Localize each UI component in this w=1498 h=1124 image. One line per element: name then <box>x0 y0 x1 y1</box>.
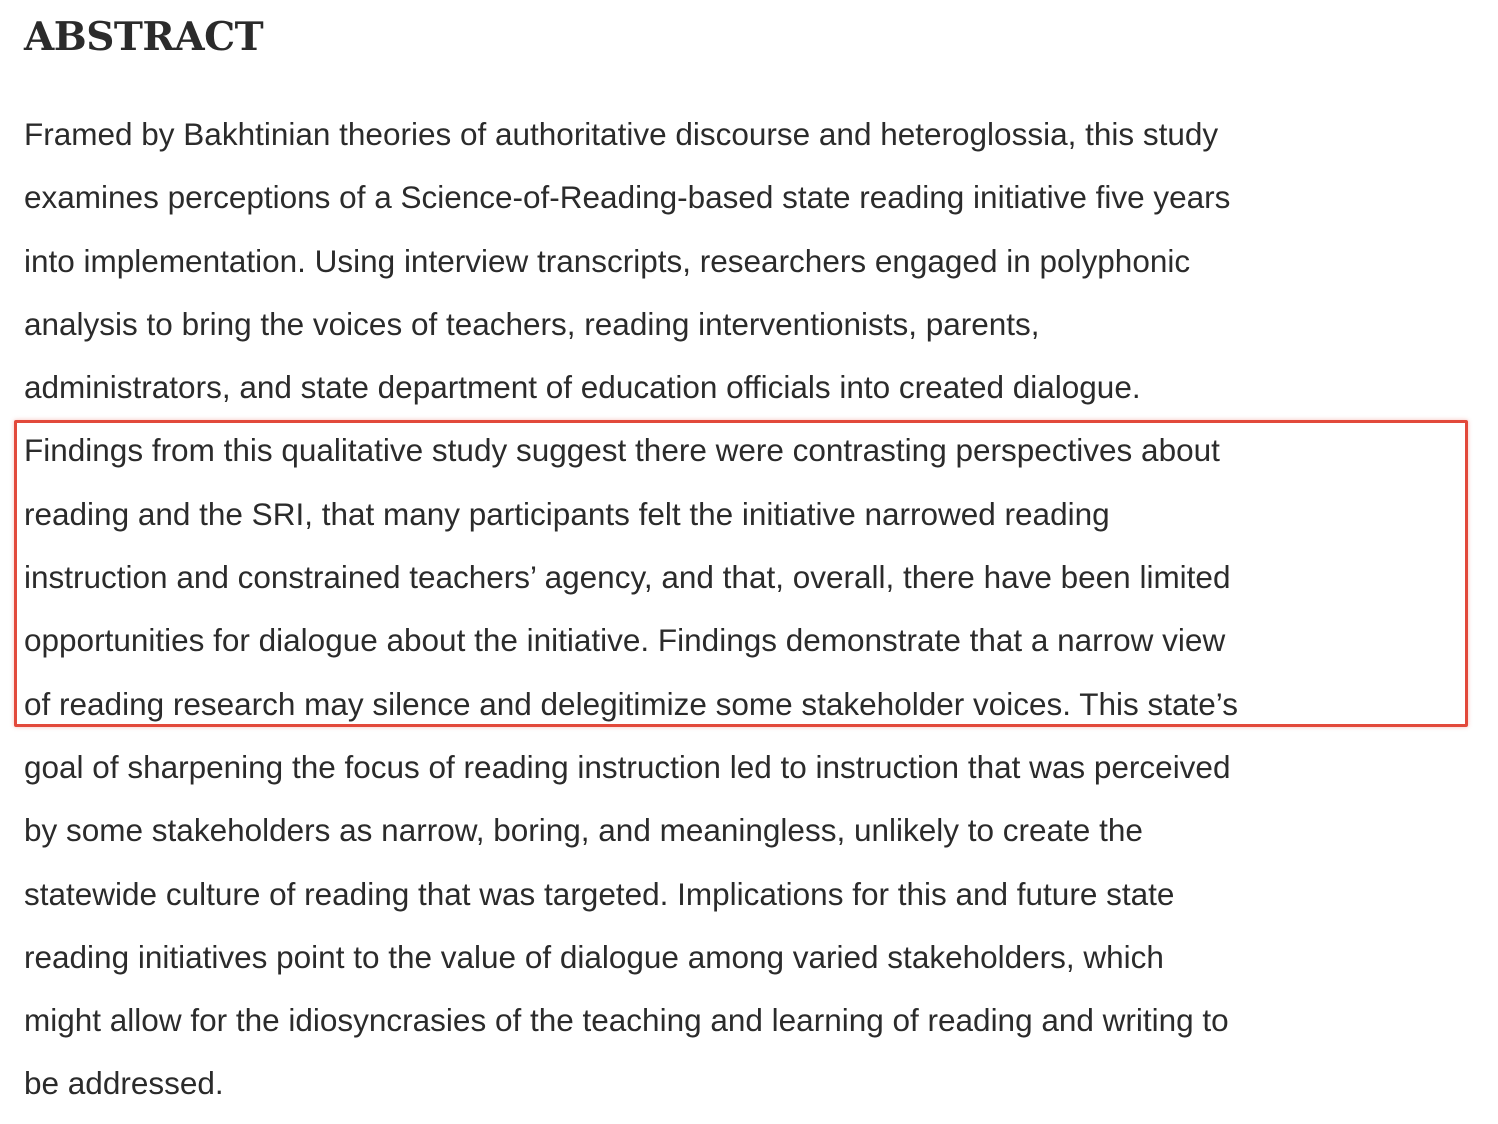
abstract-line-10-highlighted: of reading research may silence and delegitimize some stakeholder voices. This state’s <box>24 685 1238 722</box>
abstract-line-1: Framed by Bakhtinian theories of authoritative discourse and heteroglossia, this study <box>24 116 1219 152</box>
abstract-line-3: into implementation. Using interview transcripts, researchers engaged in polyphonic <box>24 242 1191 279</box>
abstract-line-13: statewide culture of reading that was targeted. Implications for this and future state <box>24 875 1175 912</box>
abstract-line-11: goal of sharpening the focus of reading instruction led to instruction that was perceived <box>24 748 1231 785</box>
abstract-line-12: by some stakeholders as narrow, boring, and meaningless, unlikely to create the <box>24 812 1143 849</box>
abstract-line-9-highlighted: opportunities for dialogue about the initiative. Findings demonstrate that a narrow view <box>24 622 1226 659</box>
abstract-line-7-highlighted: reading and the SRI, that many participants felt the initiative narrowed reading <box>24 495 1110 532</box>
abstract-line-16: be addressed. <box>24 1065 224 1102</box>
abstract-line-5: administrators, and state department of education officials into created dialogue. <box>24 369 1141 406</box>
abstract-line-4: analysis to bring the voices of teachers, reading interventionists, parents, <box>24 305 1040 342</box>
abstract-heading: ABSTRACT <box>24 14 264 60</box>
abstract-line-2: examines perceptions of a Science-of-Reading-based state reading initiative five years <box>24 179 1231 216</box>
abstract-line-14: reading initiatives point to the value of dialogue among varied stakeholders, which <box>24 938 1164 975</box>
abstract-line-15: might allow for the idiosyncrasies of the teaching and learning of reading and writing to <box>24 1002 1229 1039</box>
abstract-paragraph <box>24 103 1494 1116</box>
abstract-line-8-highlighted: instruction and constrained teachers’ agency, and that, overall, there have been limited <box>24 559 1231 596</box>
abstract-line-6-highlighted: Findings from this qualitative study suggest there were contrasting perspectives about <box>24 432 1220 469</box>
